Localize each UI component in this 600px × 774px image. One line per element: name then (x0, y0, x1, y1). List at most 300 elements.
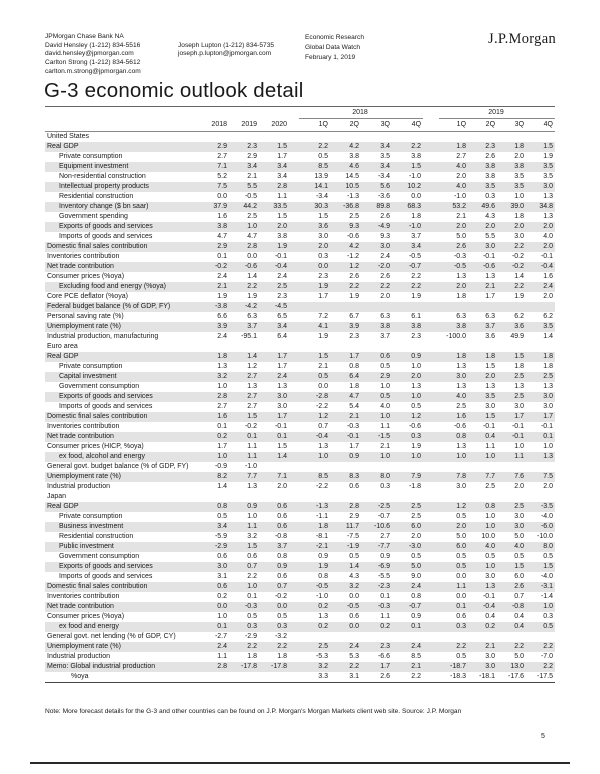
value-cell: -10.6 (361, 522, 392, 532)
value-cell: -6.0 (526, 522, 555, 532)
value-cell: 0.0 (456, 593, 467, 600)
value-cell: 2.6 (380, 213, 390, 220)
table-row (45, 402, 555, 412)
value-cell: 2.8 (199, 662, 229, 672)
gap-cell (423, 242, 439, 252)
value-cell: 1.0 (526, 602, 555, 612)
gap-cell (289, 662, 299, 672)
value-cell: 2.4 (526, 282, 555, 292)
quarter-column-header: 1Q (439, 119, 468, 132)
value-cell: -0.1 (482, 423, 496, 430)
value-cell: 3.8 (277, 233, 287, 240)
value-cell: 8.3 (330, 472, 361, 482)
value-cell: 1.5 (526, 562, 555, 572)
value-cell: 37.9 (199, 202, 229, 212)
value-cell: 10.5 (330, 182, 361, 192)
value-cell (259, 672, 289, 683)
gap-cell (423, 382, 439, 392)
value-cell: 1.4 (259, 452, 289, 462)
value-cell: -7.0 (540, 653, 553, 660)
value-cell: 1.7 (361, 662, 392, 672)
gap-cell (423, 612, 439, 622)
gap-cell (423, 562, 439, 572)
value-cell: 1.5 (229, 412, 259, 422)
value-cell: 4.0 (543, 233, 553, 240)
value-cell: -4.5 (259, 302, 289, 312)
value-cell: 39.0 (497, 202, 526, 212)
value-cell: 7.6 (497, 472, 526, 482)
gap-cell (289, 292, 299, 302)
gap-cell (289, 222, 299, 232)
value-cell: 34.8 (526, 202, 555, 212)
value-cell: 1.8 (526, 352, 555, 362)
value-cell: -1.0 (392, 222, 423, 232)
value-cell: 1.4 (514, 273, 525, 280)
gap-cell (289, 362, 299, 372)
value-cell: 4.3 (485, 213, 496, 220)
row-label: Net trade contribution (45, 262, 199, 272)
table-row (45, 582, 555, 592)
value-cell: -4.9 (361, 222, 392, 232)
value-cell: 3.0 (439, 372, 468, 382)
value-cell: 1.6 (199, 412, 229, 422)
value-cell: 1.0 (217, 613, 227, 620)
value-cell: -5.3 (315, 653, 328, 660)
value-cell: 3.8 (497, 162, 526, 172)
value-cell: 0.4 (497, 622, 526, 632)
value-cell: -3.0 (392, 542, 423, 552)
value-cell: -10.0 (537, 533, 553, 540)
row-label: Domestic final sales contribution (45, 412, 199, 422)
row-label: Government spending (59, 213, 128, 220)
value-cell: 0.5 (485, 553, 496, 560)
value-cell: 0.0 (349, 593, 359, 600)
value-cell: 4.2 (330, 142, 361, 152)
table-row (45, 392, 555, 402)
value-cell (299, 462, 330, 472)
value-cell: 0.2 (468, 622, 497, 632)
value-cell: 2.2 (411, 673, 422, 680)
value-cell: 0.8 (468, 502, 497, 512)
value-cell: 3.5 (380, 153, 390, 160)
gap-cell (289, 422, 299, 432)
value-cell: -18.1 (479, 673, 496, 680)
value-cell: 2.0 (468, 372, 497, 382)
value-cell: 3.5 (543, 173, 553, 180)
value-cell: 6.3 (485, 313, 496, 320)
value-cell: 3.6 (497, 322, 526, 332)
value-cell: 3.8 (361, 322, 392, 332)
value-cell: 0.5 (456, 553, 467, 560)
value-cell: 2.0 (299, 242, 330, 252)
value-cell: 0.8 (439, 432, 468, 442)
value-cell: 1.6 (217, 213, 227, 220)
value-cell: 1.0 (485, 513, 496, 520)
value-cell: 1.1 (229, 452, 259, 462)
value-cell: 2.4 (217, 273, 227, 280)
value-cell: -3.1 (526, 582, 555, 592)
gap-cell (289, 442, 299, 452)
gap-cell (289, 232, 299, 242)
value-cell: 1.0 (361, 412, 392, 422)
gap-cell (423, 322, 439, 332)
value-cell: 1.8 (349, 383, 359, 390)
row-label: Federal budget balance (% of GDP, FY) (45, 302, 199, 312)
value-cell (330, 302, 361, 312)
value-cell: 2.2 (330, 282, 361, 292)
row-label: Domestic final sales contribution (45, 242, 199, 252)
value-cell: 1.0 (299, 452, 330, 462)
value-cell: 4.2 (330, 242, 361, 252)
value-cell: 0.6 (349, 483, 359, 490)
value-cell: -0.7 (392, 602, 423, 612)
value-cell: -0.3 (453, 253, 467, 260)
value-cell: 0.3 (229, 622, 259, 632)
value-cell: 0.9 (259, 562, 289, 572)
value-cell: 2.1 (330, 412, 361, 422)
value-cell: -0.4 (526, 262, 555, 272)
value-cell: 2.9 (199, 142, 229, 152)
value-cell: 3.4 (259, 322, 289, 332)
table-row (45, 182, 555, 192)
spacer-cell (259, 107, 289, 119)
gap-cell (423, 107, 439, 119)
gap-cell (423, 202, 439, 212)
table-row (45, 142, 555, 152)
value-cell: 0.2 (299, 622, 330, 632)
value-cell: 2.2 (497, 642, 526, 652)
table-row (45, 252, 555, 262)
value-cell: 1.9 (247, 293, 257, 300)
value-cell: -0.2 (497, 262, 526, 272)
value-cell: 2.0 (259, 222, 289, 232)
value-cell: 0.6 (277, 513, 287, 520)
gap-cell (423, 592, 439, 602)
value-cell: 2.5 (526, 372, 555, 382)
table-row (45, 322, 555, 332)
value-cell: 0.0 (199, 602, 229, 612)
value-cell: 3.0 (497, 522, 526, 532)
gap-cell (423, 502, 439, 512)
gap-cell (289, 572, 299, 582)
value-cell: 1.0 (392, 392, 423, 402)
value-cell: 1.9 (349, 293, 359, 300)
value-cell: 1.4 (217, 483, 227, 490)
value-cell: -2.5 (361, 502, 392, 512)
value-cell: 0.0 (217, 193, 227, 200)
value-cell: -2.9 (199, 542, 229, 552)
value-cell: 1.0 (468, 522, 497, 532)
gap-cell (423, 482, 439, 492)
gap-cell (423, 152, 439, 162)
value-cell: -0.8 (274, 533, 287, 540)
row-label: Net trade contribution (45, 432, 199, 442)
gap-cell (423, 542, 439, 552)
value-cell: 2.7 (217, 153, 227, 160)
value-cell: -0.5 (408, 253, 422, 260)
value-cell: 3.0 (318, 233, 328, 240)
value-cell: 7.2 (318, 313, 328, 320)
value-cell: 0.6 (456, 613, 467, 620)
gap-cell (289, 632, 299, 642)
table-row (45, 152, 555, 162)
row-label: Equipment investment (45, 162, 199, 172)
value-cell: 3.5 (468, 392, 497, 402)
gap-cell (423, 652, 439, 662)
value-cell: -2.0 (361, 262, 392, 272)
value-cell: 1.3 (543, 193, 553, 200)
row-label: %oya (71, 673, 89, 680)
value-cell: 0.6 (217, 553, 227, 560)
value-cell: 3.0 (543, 403, 553, 410)
value-cell: -2.2 (315, 403, 328, 410)
value-cell: 1.3 (456, 363, 467, 370)
value-cell: 2.0 (380, 293, 390, 300)
value-cell: 2.1 (380, 443, 390, 450)
gap-cell (289, 272, 299, 282)
section-header-row (45, 492, 555, 502)
value-cell: 1.7 (259, 352, 289, 362)
value-cell: 2.8 (199, 392, 229, 402)
gap-cell (423, 212, 439, 222)
value-cell: 0.5 (439, 562, 468, 572)
value-cell: 0.5 (318, 153, 328, 160)
value-cell (439, 462, 468, 472)
value-cell: 0.8 (277, 553, 287, 560)
value-cell: 4.0 (439, 182, 468, 192)
value-cell: -1.4 (540, 593, 553, 600)
value-cell: 1.3 (543, 383, 553, 390)
value-cell: 0.0 (456, 573, 467, 580)
value-cell: 0.5 (361, 392, 392, 402)
value-cell: 5.2 (217, 173, 227, 180)
gap-cell (289, 602, 299, 612)
value-cell: -0.1 (482, 253, 496, 260)
value-cell: 1.1 (380, 423, 390, 430)
value-cell: -0.2 (274, 593, 287, 600)
value-cell: 3.8 (392, 322, 423, 332)
gap-cell (289, 582, 299, 592)
value-cell: 0.5 (543, 553, 553, 560)
value-cell: 2.4 (199, 642, 229, 652)
value-cell (259, 462, 289, 472)
value-cell: 1.3 (247, 483, 257, 490)
value-cell: 2.5 (392, 502, 423, 512)
value-cell: 3.4 (361, 162, 392, 172)
gap-cell (423, 192, 439, 202)
value-cell: 0.9 (392, 352, 423, 362)
value-cell: -8.1 (315, 533, 328, 540)
value-cell: 1.7 (318, 293, 328, 300)
value-cell: 1.8 (514, 213, 525, 220)
gap-cell (423, 172, 439, 182)
spacer-cell (45, 119, 199, 132)
gap-cell (289, 462, 299, 472)
value-cell: 0.1 (217, 423, 227, 430)
value-cell: -0.4 (468, 602, 497, 612)
value-cell: 2.4 (380, 253, 390, 260)
value-cell: 2.9 (361, 372, 392, 382)
value-cell: 3.2 (247, 533, 257, 540)
value-cell: 2.1 (456, 213, 467, 220)
value-cell: -0.4 (259, 262, 289, 272)
value-cell: 1.8 (299, 522, 330, 532)
column-header-row (45, 119, 555, 132)
value-cell: 4.6 (330, 162, 361, 172)
value-cell: 1.0 (247, 513, 257, 520)
value-cell: 0.5 (380, 363, 390, 370)
value-cell: -3.4 (315, 193, 328, 200)
value-cell: 2.0 (392, 372, 423, 382)
value-cell: 7.1 (259, 472, 289, 482)
value-cell (330, 632, 361, 642)
table-row (45, 422, 555, 432)
value-cell: -0.5 (299, 582, 330, 592)
value-cell: 2.2 (259, 642, 289, 652)
gap-cell (423, 252, 439, 262)
value-cell: 1.0 (392, 452, 423, 462)
value-cell: 2.4 (330, 642, 361, 652)
gap-cell (289, 592, 299, 602)
value-cell: 2.3 (349, 333, 359, 340)
value-cell: 3.0 (526, 182, 555, 192)
value-cell: 2.9 (349, 513, 359, 520)
value-cell: -0.1 (274, 423, 287, 430)
value-cell: 0.1 (380, 593, 390, 600)
value-cell: 2.3 (277, 293, 287, 300)
gap-cell (289, 282, 299, 292)
page-number: 5 (541, 733, 545, 740)
value-cell: 0.2 (199, 432, 229, 442)
outlook-table (45, 106, 555, 683)
value-cell: 3.8 (411, 153, 422, 160)
value-cell: 1.1 (497, 452, 526, 462)
value-cell: 8.0 (526, 542, 555, 552)
value-cell: -6.6 (377, 653, 390, 660)
value-cell: 8.2 (199, 472, 229, 482)
value-cell: 2.2 (392, 142, 423, 152)
quarter-column-header: 2Q (468, 119, 497, 132)
value-cell: 7.5 (526, 472, 555, 482)
value-cell: 3.4 (361, 142, 392, 152)
gap-cell (289, 672, 299, 683)
row-label: Domestic final sales contribution (45, 582, 199, 592)
value-cell: 1.5 (497, 352, 526, 362)
value-cell: 44.2 (229, 202, 259, 212)
analyst-name-phone: Joseph Lupton (1-212) 834-5735 (178, 41, 275, 49)
row-label: Exports of goods and services (45, 392, 199, 402)
value-cell: 8.5 (299, 162, 330, 172)
value-cell: 6.5 (277, 313, 287, 320)
value-cell: 0.5 (349, 553, 359, 560)
value-cell: 2.2 (229, 282, 259, 292)
value-cell: 0.0 (330, 622, 361, 632)
value-cell: -0.1 (540, 423, 553, 430)
gap-cell (289, 512, 299, 522)
value-cell: -2.8 (299, 392, 330, 402)
value-cell: 1.3 (468, 582, 497, 592)
value-cell: 9.3 (380, 233, 390, 240)
value-cell: 2.7 (247, 403, 257, 410)
value-cell: 1.8 (247, 653, 257, 660)
value-cell: 1.5 (229, 542, 259, 552)
value-cell: 1.9 (543, 153, 553, 160)
value-cell: 7.1 (199, 162, 229, 172)
table-row (45, 512, 555, 522)
value-cell: 2.5 (247, 213, 257, 220)
value-cell: 1.2 (330, 262, 361, 272)
gap-cell (289, 652, 299, 662)
row-label: Inventory change ($ bn saar) (45, 202, 199, 212)
value-cell: -95.1 (241, 333, 257, 340)
value-cell: 1.0 (439, 452, 468, 462)
bank-name: JPMorgan Chase Bank NA (45, 33, 124, 40)
value-cell: -2.2 (315, 483, 328, 490)
value-cell: 2.0 (543, 293, 553, 300)
gap-cell (289, 562, 299, 572)
value-cell: 0.8 (349, 363, 359, 370)
value-cell: 0.6 (259, 522, 289, 532)
value-cell: -1.0 (453, 193, 467, 200)
value-cell: 2.0 (497, 222, 526, 232)
value-cell: 2.2 (392, 282, 423, 292)
value-cell: 3.4 (199, 522, 229, 532)
value-cell: 1.8 (439, 142, 468, 152)
value-cell: 1.6 (439, 412, 468, 422)
value-cell: 0.8 (318, 573, 328, 580)
value-cell: -3.4 (377, 173, 390, 180)
value-cell: 3.5 (514, 173, 525, 180)
section-header: Japan (45, 492, 526, 502)
value-cell: 2.0 (468, 222, 497, 232)
gap-cell (289, 402, 299, 412)
value-cell: 2.5 (411, 513, 422, 520)
value-cell: 2.0 (439, 282, 468, 292)
gap-cell (289, 382, 299, 392)
value-cell: 1.1 (485, 443, 496, 450)
value-cell: 1.3 (247, 383, 257, 390)
row-label: Industrial production (47, 483, 111, 490)
row-label: Unemployment rate (%) (45, 322, 199, 332)
gap-cell (423, 162, 439, 172)
table-row (45, 442, 555, 452)
value-cell: 6.2 (543, 313, 553, 320)
value-cell: 1.9 (411, 293, 422, 300)
value-cell: 0.0 (259, 602, 289, 612)
value-cell: 4.0 (439, 162, 468, 172)
contact-block-left (45, 33, 141, 77)
row-label: Non-residential construction (59, 173, 146, 180)
table-row (45, 452, 555, 462)
gap-cell (289, 642, 299, 652)
value-cell: 1.7 (217, 443, 227, 450)
value-cell: 2.8 (259, 182, 289, 192)
table-row (45, 302, 555, 312)
value-cell: 1.0 (468, 452, 497, 462)
value-cell: 3.5 (468, 182, 497, 192)
value-cell: -18.3 (450, 673, 467, 680)
value-cell: 33.5 (259, 202, 289, 212)
value-cell: -0.6 (346, 233, 359, 240)
row-label: General govt. net lending (% of GDP, CY) (47, 633, 176, 640)
gap-cell (289, 482, 299, 492)
value-cell: 3.2 (199, 372, 229, 382)
value-cell: 1.5 (497, 562, 526, 572)
value-cell: 3.8 (199, 222, 229, 232)
section-header-row (45, 132, 555, 143)
table-row (45, 552, 555, 562)
year-column-header: 2020 (259, 119, 289, 132)
